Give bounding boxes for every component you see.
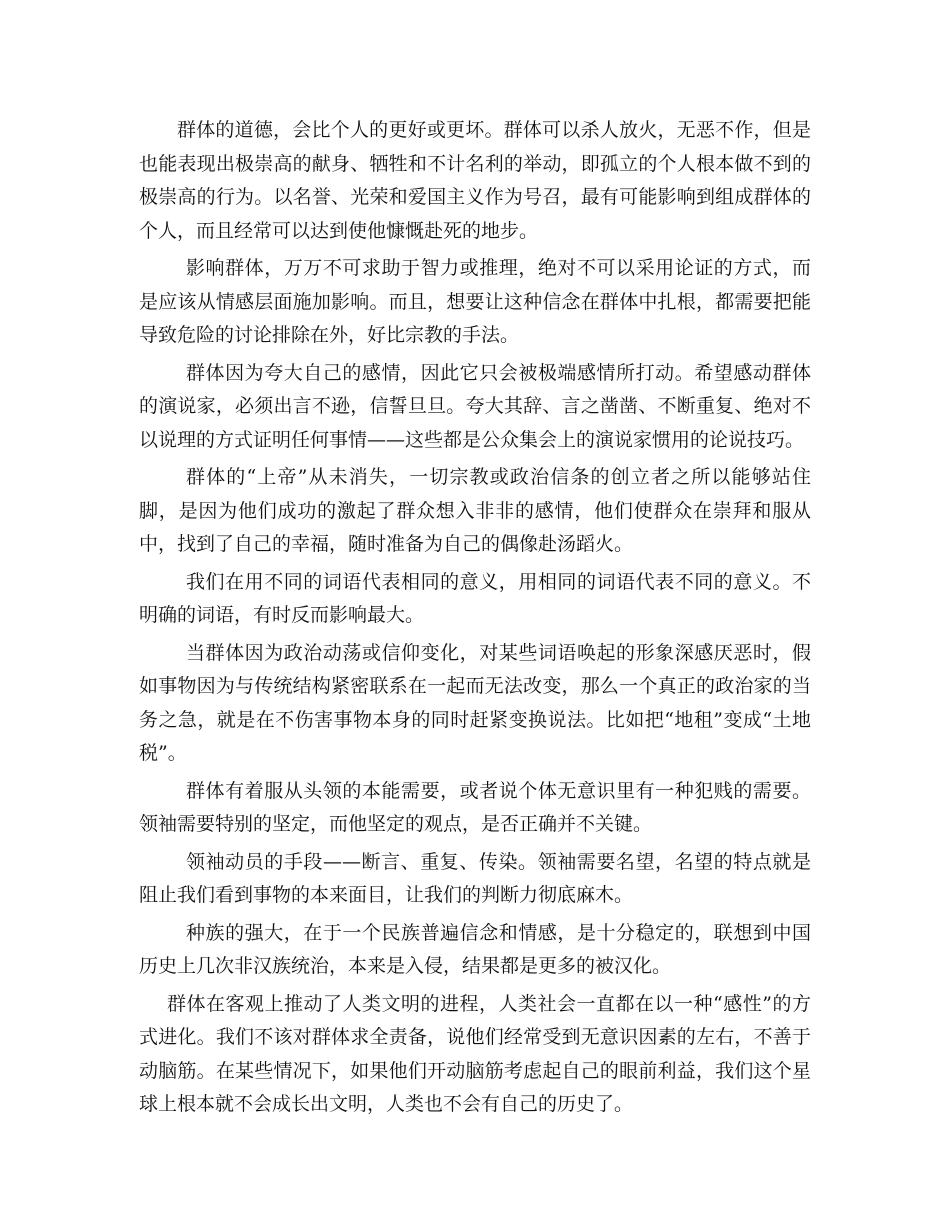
paragraph-9: 种族的强大，在于一个民族普遍信念和情感，是十分稳定的，联想到中国历史上几次非汉族统治，本来是入侵，结果都是更多的被汉化。 <box>139 921 811 977</box>
paragraph-3: 群体因为夸大自己的感情，因此它只会被极端感情所打动。希望感动群体的演说家，必须出言不逊，信誓旦旦。夸大其辞、言之凿凿、不断重复、绝对不以说理的方式证明任何事情——这些都是公众集会上的演说家惯用的论说技巧。 <box>139 361 811 451</box>
paragraph-1: 群体的道德，会比个人的更好或更坏。群体可以杀人放火，无恶不作，但是也能表现出极崇高的献身、牺牲和不计名利的举动，即孤立的个人根本做不到的极崇高的行为。以名誉、光荣和爱国主义作为号召，最有可能影响到组成群体的个人，而且经常可以达到使他慷慨赴死的地步。 <box>139 119 811 242</box>
paragraph-7: 群体有着服从头领的本能需要，或者说个体无意识里有一种犯贱的需要。领袖需要特别的坚定，而他坚定的观点，是否正确并不关键。 <box>139 779 811 835</box>
paragraph-5: 我们在用不同的词语代表相同的意义，用相同的词语代表不同的意义。不明确的词语，有时反而影响最大。 <box>139 570 811 626</box>
document-body <box>139 114 811 1126</box>
paragraph-4: 群体的“上帝”从未消失，一切宗教或政治信条的创立者之所以能够站住脚，是因为他们成功的激起了群众想入非非的感情，他们使群众在崇拜和服从中，找到了自己的幸福，随时准备为自己的偶像赴汤蹈火。 <box>139 466 811 555</box>
paragraph-10: 群体在客观上推动了人类文明的进程，人类社会一直都在以一种“感性”的方式进化。我们不该对群体求全责备，说他们经常受到无意识因素的左右，不善于动脑筋。在某些情况下，如果他们开动脑筋考虑起自己的眼前利益，我们这个星球上根本就不会成长出文明，人类也不会有自己的历史了。 <box>139 992 811 1115</box>
paragraph-2: 影响群体，万万不可求助于智力或推理，绝对不可以采用论证的方式，而是应该从情感层面施加影响。而且，想要让这种信念在群体中扎根，都需要把能导致危险的讨论排除在外，好比宗教的手法。 <box>139 257 811 346</box>
paragraph-6: 当群体因为政治动荡或信仰变化，对某些词语唤起的形象深感厌恶时，假如事物因为与传统结构紧密联系在一起而无法改变，那么一个真正的政治家的当务之急，就是在不伤害事物本身的同时赶紧变换说法。比如把“地租”变成“土地税”。 <box>139 641 811 764</box>
paragraph-8: 领袖动员的手段——断言、重复、传染。领袖需要名望，名望的特点就是阻止我们看到事物的本来面目，让我们的判断力彻底麻木。 <box>139 850 811 906</box>
